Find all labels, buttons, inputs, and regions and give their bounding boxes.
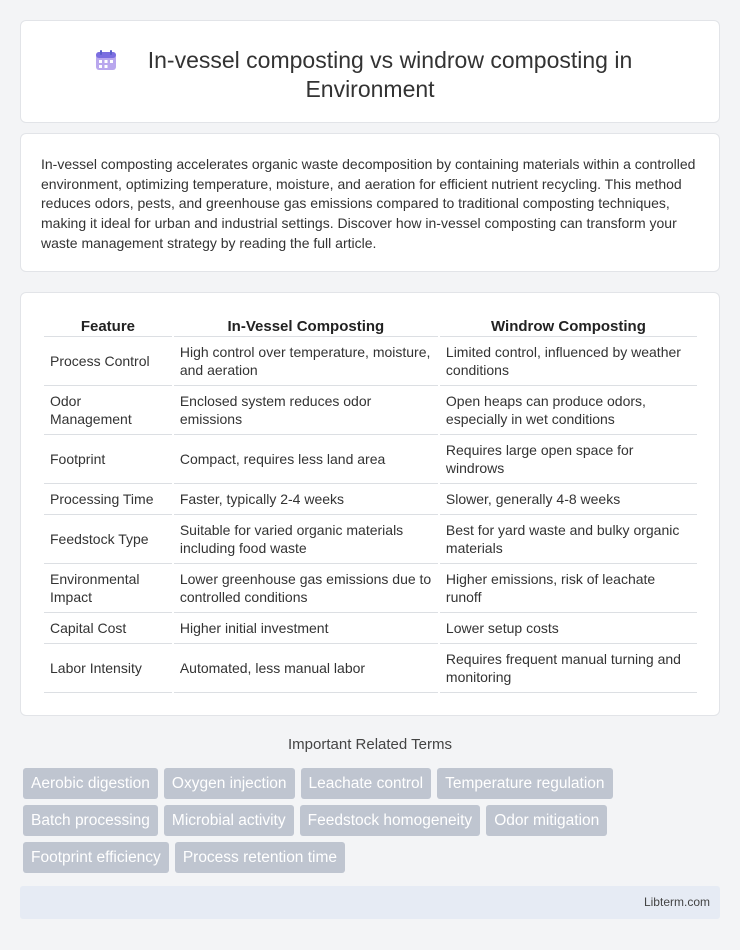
table-row xyxy=(44,435,697,484)
header-in-vessel: In-Vessel Composting xyxy=(174,313,438,337)
table-cell: Lower setup costs xyxy=(440,613,697,644)
intro-paragraph: In-vessel composting accelerates organic waste decomposition by containing materials within a controlled environment, optimizing temperature, moisture, and aeration for efficient nutrient recycling. This method reduces odors, pests, and greenhouse gas emissions compared to traditional composting techniques, making it ideal for urban and industrial settings. Discover how in-vessel composting can transform your waste management strategy by reading the full article. xyxy=(41,156,696,251)
tag-row xyxy=(23,768,723,799)
tag-row xyxy=(23,805,723,836)
table-cell: Limited control, influenced by weather conditions xyxy=(440,337,697,386)
table-cell: Higher emissions, risk of leachate runoff xyxy=(440,564,697,613)
table-cell: Lower greenhouse gas emissions due to controlled conditions xyxy=(174,564,438,613)
table-row xyxy=(44,515,697,564)
table-cell: Environmental Impact xyxy=(44,564,172,613)
tag-oxygen-injection[interactable]: Oxygen injection xyxy=(164,768,295,799)
footer-site-link[interactable]: Libterm.com xyxy=(643,895,710,909)
table-cell: Requires large open space for windrows xyxy=(440,435,697,484)
table-cell: Process Control xyxy=(44,337,172,386)
table-cell: Automated, less manual labor xyxy=(174,644,438,693)
tag-process-retention-time[interactable]: Process retention time xyxy=(175,842,345,873)
table-cell: Processing Time xyxy=(44,484,172,515)
page-title xyxy=(21,46,719,104)
table-header-row xyxy=(44,313,697,337)
table-cell: Open heaps can produce odors, especially in wet conditions xyxy=(440,386,697,435)
table-row xyxy=(44,613,697,644)
intro-card xyxy=(20,133,720,272)
header-windrow: Windrow Composting xyxy=(440,313,697,337)
page-title-line-1: In-vessel composting vs windrow composting in xyxy=(147,47,633,73)
tag-row xyxy=(23,842,723,873)
table-cell: Capital Cost xyxy=(44,613,172,644)
table-cell: Footprint xyxy=(44,435,172,484)
header-feature: Feature xyxy=(44,313,172,337)
table-cell: Enclosed system reduces odor emissions xyxy=(174,386,438,435)
table-row xyxy=(44,564,697,613)
page-title-line-2: Environment xyxy=(305,76,435,102)
table-row xyxy=(44,484,697,515)
related-terms-list xyxy=(23,768,723,879)
title-card xyxy=(20,20,720,123)
table-cell: Labor Intensity xyxy=(44,644,172,693)
tag-temperature-regulation[interactable]: Temperature regulation xyxy=(437,768,612,799)
footer xyxy=(20,886,720,919)
comparison-table xyxy=(42,313,699,693)
table-row xyxy=(44,337,697,386)
tag-odor-mitigation[interactable]: Odor mitigation xyxy=(486,805,607,836)
tag-aerobic-digestion[interactable]: Aerobic digestion xyxy=(23,768,158,799)
table-cell: Requires frequent manual turning and monitoring xyxy=(440,644,697,693)
table-cell: Best for yard waste and bulky organic materials xyxy=(440,515,697,564)
table-cell: Suitable for varied organic materials including food waste xyxy=(174,515,438,564)
table-cell: Feedstock Type xyxy=(44,515,172,564)
related-terms-heading: Important Related Terms xyxy=(288,736,452,753)
tag-microbial-activity[interactable]: Microbial activity xyxy=(164,805,294,836)
comparison-table-card xyxy=(20,292,720,716)
tag-leachate-control[interactable]: Leachate control xyxy=(301,768,432,799)
table-cell: Slower, generally 4-8 weeks xyxy=(440,484,697,515)
table-cell: Higher initial investment xyxy=(174,613,438,644)
table-cell: High control over temperature, moisture, and aeration xyxy=(174,337,438,386)
table-cell: Compact, requires less land area xyxy=(174,435,438,484)
tag-feedstock-homogeneity[interactable]: Feedstock homogeneity xyxy=(300,805,481,836)
tag-footprint-efficiency[interactable]: Footprint efficiency xyxy=(23,842,169,873)
table-row xyxy=(44,386,697,435)
table-cell: Faster, typically 2-4 weeks xyxy=(174,484,438,515)
table-row xyxy=(44,644,697,693)
table-cell: Odor Management xyxy=(44,386,172,435)
tag-batch-processing[interactable]: Batch processing xyxy=(23,805,158,836)
